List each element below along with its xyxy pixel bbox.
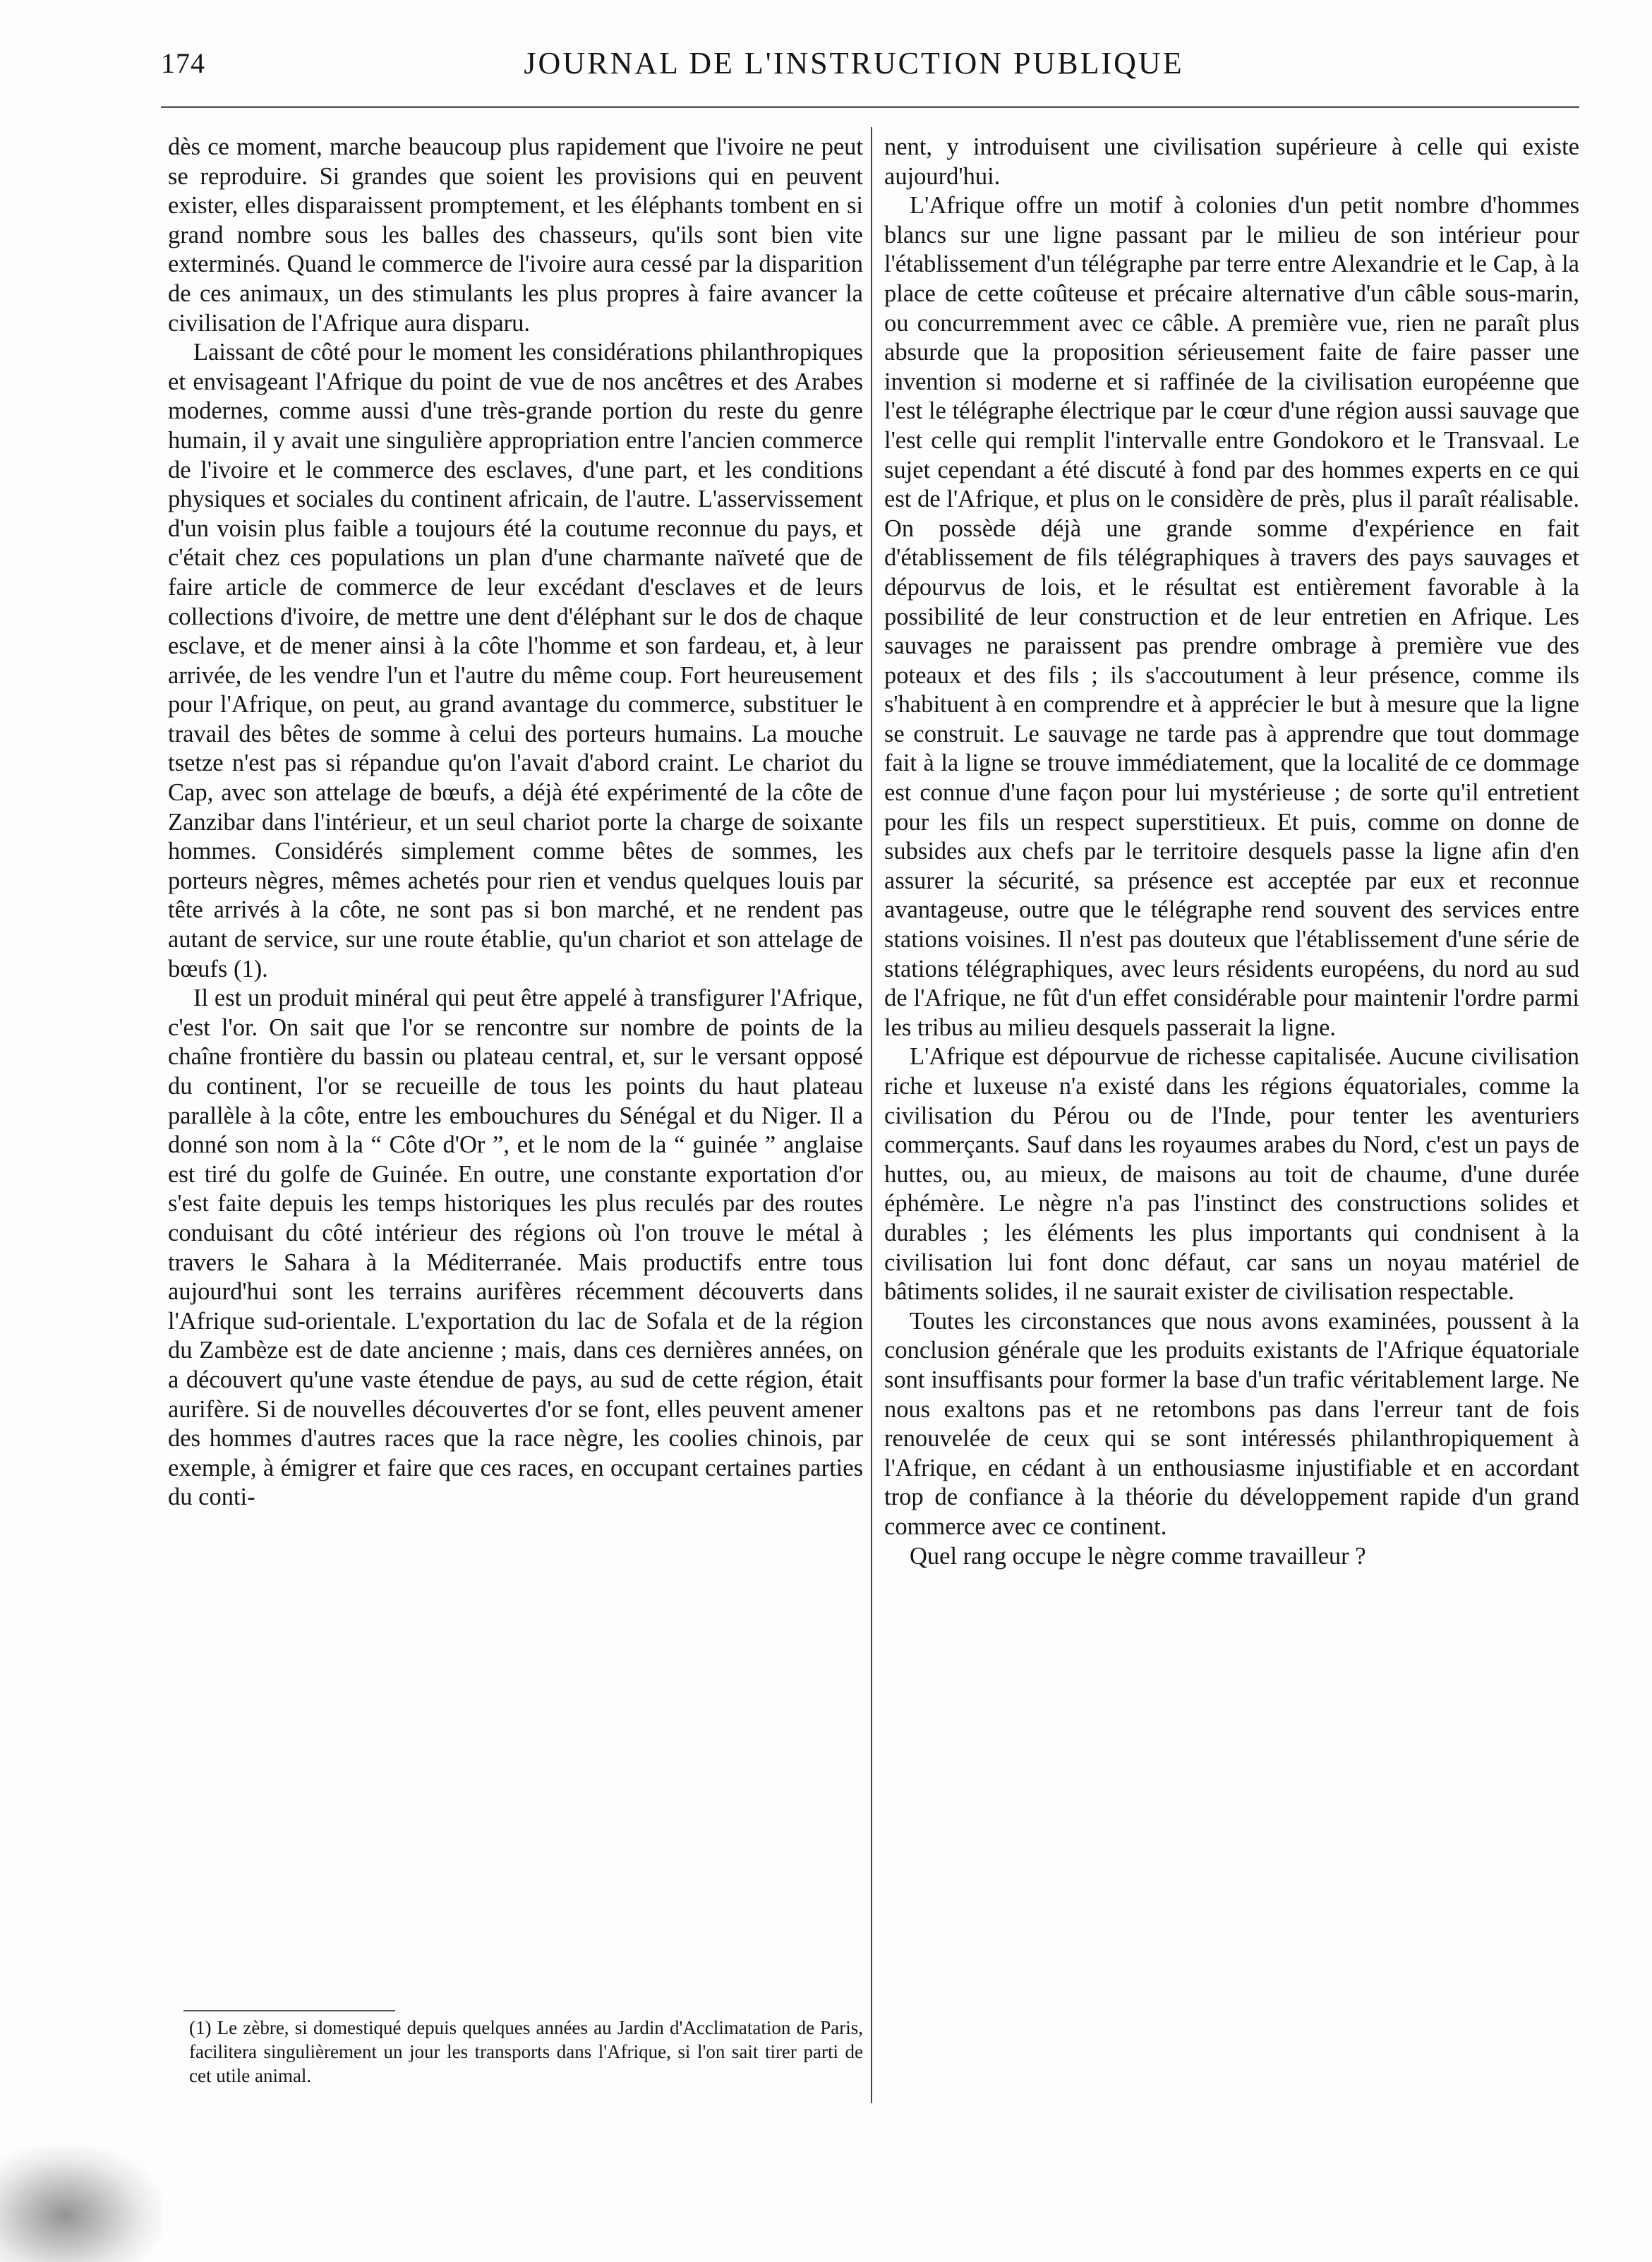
footnote [189,2016,863,2088]
running-title: JOURNAL DE L'INSTRUCTION PUBLIQUE [524,46,1184,80]
page-header [0,41,1652,83]
left-paragraph-2: Laissant de côté pour le moment les considérations philanthropiques et envisageant l'Afrique du point de vue de nos ancêtres et des Arabes modernes, comme aussi d'une très-grande portion du reste du genre humain, il y avait une singulière appropriation entre l'ancien commerce de l'ivoire et le commerce des esclaves, d'une part, et les conditions physiques et sociales du continent africain, de l'autre. L'asservissement d'un voisin plus faible a toujours été la coutume reconnue du pays, et c'était chez ces populations un plan d'une charmante naïveté que de faire article de commerce de leur excédant d'esclaves et de leurs collections d'ivoire, de mettre une dent d'éléphant sur le dos de chaque esclave, et de mener ainsi à la côte l'homme et son fardeau, et, à leur arrivée, de les vendre l'un et l'autre du même coup. Fort heureusement pour l'Afrique, on peut, au grand avantage du commerce, substituer le travail des bêtes de somme à celui des porteurs humains. La mouche tsetze n'est pas si répandue qu'on l'avait d'abord craint. Le chariot du Cap, avec son attelage de bœufs, a déjà été expérimenté de la côte de Zanzibar dans l'intérieur, et un seul chariot porte la charge de soixante hommes. Considérés simplement comme bêtes de sommes, les porteurs nègres, mêmes achetés pour rien et vendus quelques louis par tête arrivés à la côte, ne sont pas si bon marché, et ne rendent pas autant de service, sur une route établie, qu'un chariot et son attelage de bœufs (1). [168,339,863,982]
right-paragraph-1: nent, y introduisent une civilisation supérieure à celle qui existe aujourd'hui. [884,133,1579,190]
footnote-rule [183,2010,395,2011]
footnote-text: (1) Le zèbre, si domestiqué depuis quelques années au Jardin d'Acclimatation de Paris, facilitera singulièrement un jour les transports dans l'Afrique, si l'on sait tirer parti de cet utile animal. [189,2017,863,2086]
left-paragraph-1: dès ce moment, marche beaucoup plus rapidement que l'ivoire ne peut se reproduire. Si grandes que soient les provisions qui en peuvent exister, elles disparaissent promptement, et les éléphants tombent en si grand nombre sous les balles des chasseurs, qu'ils sont bien vite exterminés. Quand le commerce de l'ivoire aura cessé par la disparition de ces animaux, un des stimulants les plus propres à faire avancer la civilisation de l'Afrique aura disparu. [168,133,863,337]
page-number: 174 [161,47,205,79]
right-paragraph-2: L'Afrique offre un motif à colonies d'un petit nombre d'hommes blancs sur une ligne passant par le milieu de son intérieur pour l'établissement d'un télégraphe par terre entre Alexandrie et le Cap, à la place de cette coûteuse et précaire alternative d'un câble sous-marin, ou concurremment avec ce câble. A première vue, rien ne paraît plus absurde que la proposition sérieusement faite de faire passer une invention si moderne et si raffinée de la civilisation européenne que l'est le télégraphe électrique par le cœur d'une région aussi sauvage que l'est celle qui remplit l'intervalle entre Gondokoro et le Transvaal. Le sujet cependant a été discuté à fond par des hommes experts en ce qui est de l'Afrique, et plus on le considère de près, plus il paraît réalisable. On possède déjà une grande somme d'expérience en fait d'établissement de fils télégraphiques à travers des pays sauvages et dépourvus de lois, et le résultat est entièrement favorable à la possibilité de leur construction et de leur entretien en Afrique. Les sauvages ne paraissent pas prendre ombrage à première vue des poteaux et des fils ; ils s'accoutument à leur présence, comme ils s'habituent à en comprendre et à apprécier le but à mesure que la ligne se construit. Le sauvage ne tarde pas à apprendre que tout dommage fait à la ligne se trouve immédiatement, que la localité de ce dommage est connue d'une façon pour lui mystérieuse ; de sorte qu'il entretient pour les fils un respect superstitieux. Et puis, comme on donne de subsides aux chefs par le territoire desquels passe la ligne afin d'en assurer la sécurité, sa présence est acceptée par eux et reconnue avantageuse, outre que le télégraphe rend souvent des services entre stations voisines. Il n'est pas douteux que l'établissement d'une série de stations télégraphiques, avec leurs résidents européens, du nord au sud de l'Afrique, ne fût d'un effet considérable pour maintenir l'ordre parmi les tribus au milieu desquels passerait la ligne. [884,192,1579,1041]
right-paragraph-3: L'Afrique est dépourvue de richesse capitalisée. Aucune civilisation riche et luxeuse n'a existé dans les régions équatoriales, comme la civilisation du Pérou ou de l'Inde, pour tenter les aventuriers commerçants. Sauf dans les royaumes arabes du Nord, c'est un pays de huttes, ou, au mieux, de maisons au toit de chaume, d'une durée éphémère. Le nègre n'a pas l'instinct des constructions solides et durables ; les éléments les plus importants qui condnisent à la civilisation lui font donc défaut, car sans un noyau matériel de bâtiments solides, il ne saurait exister de civilisation respectable. [884,1043,1579,1306]
right-paragraph-4: Toutes les circonstances que nous avons examinées, poussent à la conclusion générale que les produits existants de l'Afrique équatoriale sont insuffisants pour former la base d'un trafic véritablement large. Ne nous exaltons pas et ne retombons pas dans l'erreur tant de fois renouvelée de ceux qui se sont intéressés philanthropiquement à l'Afrique, en cédant à un enthousiasme injustifiable et en accordant trop de confiance à la théorie du développement rapide d'un grand commerce avec ce continent. [884,1307,1579,1540]
right-paragraph-5: Quel rang occupe le nègre comme travailleur ? [910,1542,1366,1570]
left-paragraph-3: Il est un produit minéral qui peut être appelé à transfigurer l'Afrique, c'est l'or. On sait que l'or se rencontre sur nombre de points de la chaîne frontière du bassin ou plateau central, et, sur le versant opposé du continent, l'or se recueille de tous les points du haut plateau parallèle à la côte, entre les embouchures du Sénégal et du Niger. Il a donné son nom à la “ Côte d'Or ”, et le nom de la “ guinée ” anglaise est tiré du golfe de Guinée. En outre, une constante exportation d'or s'est faite depuis les temps historiques les plus reculés par des routes conduisant du côté intérieur des régions où l'on trouve le métal à travers le Sahara à la Méditerranée. Mais productifs entre tous aujourd'hui sont les terrains aurifères récemment découverts dans l'Afrique sud-orientale. L'exportation du lac de Sofala et de la région du Zambèze est de date ancienne ; mais, dans ces dernières années, on a découvert qu'une vaste étendue de pays, au sud de cette région, était aurifère. Si de nouvelles découvertes d'or se font, elles peuvent amener des hommes d'autres races que la race nègre, les coolies chinois, par exemple, à émigrer et faire que ces races, en occupant certaines parties du conti- [168,985,863,1511]
right-column [884,133,1579,2088]
column-divider [871,127,872,2103]
header-rule [161,106,1579,108]
scan-smudge [0,2146,162,2262]
left-column [168,133,863,2095]
